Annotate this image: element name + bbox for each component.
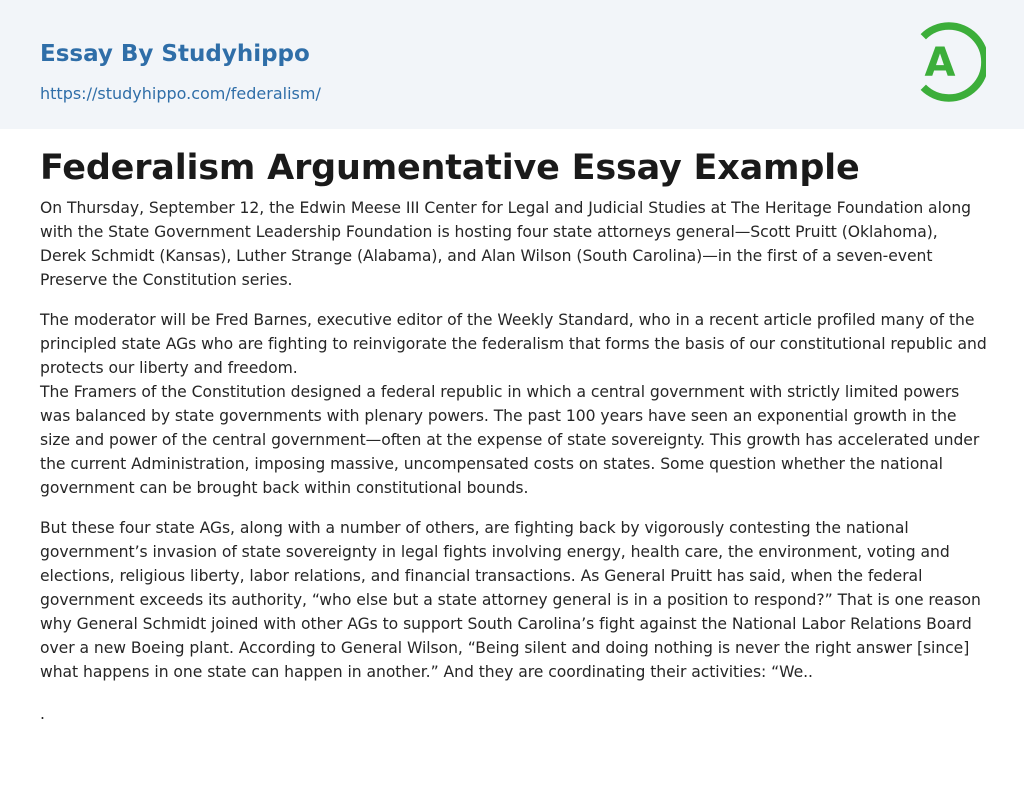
essay-paragraph: The Framers of the Constitution designed a federal republic in which a central government with strictly limited powers was balanced by state governments with plenary powers. The past 100 years have seen an exponential growth in the size and power of the central government—often at the expense of state sovereignty. This growth has accelerated under the current Administration, imposing massive, uncompensated costs on states. Some question whether the national government can be brought back within constitutional bounds.: [40, 383, 980, 497]
essay-url-link[interactable]: https://studyhippo.com/federalism/: [40, 84, 321, 103]
studyhippo-logo-icon[interactable]: [912, 20, 986, 104]
site-brand[interactable]: Essay By Studyhippo: [40, 41, 310, 67]
logo-letter: A: [924, 40, 956, 86]
essay-paragraph: On Thursday, September 12, the Edwin Meese III Center for Legal and Judicial Studies at The Heritage Foundation along with the State Government Leadership Foundation is hosting four state attorneys general—Scott Pruitt (Oklahoma), Derek Schmidt (Kansas), Luther Strange (Alabama), and Alan Wilson (South Carolina)—in the first of a seven-event Preserve the Constitution series.: [40, 199, 972, 289]
essay-paragraph: The moderator will be Fred Barnes, executive editor of the Weekly Standard, who in a recent article profiled many of the principled state AGs who are fighting to reinvigorate the federalism that forms the basis of our constitutional republic and protects our liberty and freedom.: [40, 311, 987, 377]
essay-paragraph: But these four state AGs, along with a number of others, are fighting back by vigorously contesting the national government’s invasion of state sovereignty in legal fights involving energy, health care, the environment, voting and elections, religious liberty, labor relations, and financial transactions. As General Pruitt has said, when the federal government exceeds its authority, “who else but a state attorney general is in a position to respond?” That is one reason why General Schmidt joined with other AGs to support South Carolina’s fight against the National Labor Relations Board over a new Boeing plant. According to General Wilson, “Being silent and doing nothing is never the right answer [since] what happens in one state can happen in another.” And they are coordinating their activities: “We..: [40, 519, 981, 681]
essay-trailing-dot: .: [40, 705, 45, 723]
essay-content: [40, 146, 988, 726]
site-header: [0, 0, 1024, 129]
page-title: Federalism Argumentative Essay Example: [40, 148, 860, 188]
